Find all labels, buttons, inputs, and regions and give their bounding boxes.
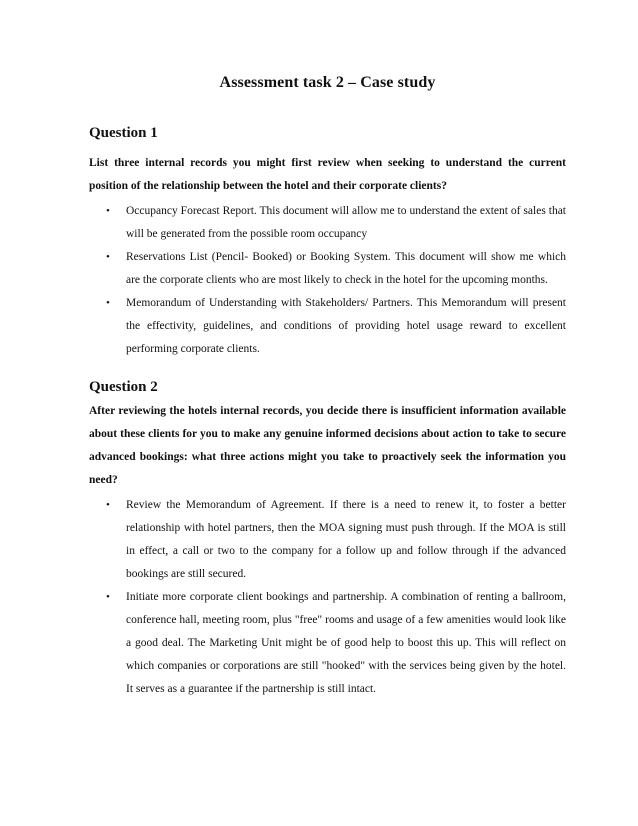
- answer-text: Review the Memorandum of Agreement. If there is a need to renew it, to foster a better relationship with hotel partners, then the MOA signing must push through. If the MOA is still in effect, a call or two to the company for a follow up and follow through if the advanced bookings are still secured.: [126, 499, 566, 580]
- list-item: [106, 246, 566, 292]
- question-2-heading: Question 2: [89, 379, 158, 395]
- list-item: [106, 200, 566, 246]
- bullet-icon: •: [106, 297, 110, 309]
- question-1-section: [89, 125, 566, 361]
- bullet-icon: •: [106, 499, 110, 511]
- question-1-heading: Question 1: [89, 125, 158, 141]
- answer-text: Occupancy Forecast Report. This document will allow me to understand the extent of sales that will be generated from the possible room occupancy: [126, 205, 566, 240]
- bullet-icon: •: [106, 251, 110, 263]
- list-item: [106, 292, 566, 361]
- answer-text: Reservations List (Pencil- Booked) or Booking System. This document will show me which are the corporate clients who are most likely to check in the hotel for the upcoming months.: [126, 251, 566, 286]
- list-item: [106, 586, 566, 701]
- answer-text: Initiate more corporate client bookings and partnership. A combination of renting a ballroom, conference hall, meeting room, plus "free" rooms and usage of a few amenities would look like a good deal. The Marketing Unit might be of good help to boost this up. This will reflect on which companies or corporations are still "hooked" with the services being given by the hotel. It serves as a guarantee if the partnership is still intact.: [126, 591, 566, 695]
- page-title: Assessment task 2 – Case study: [219, 74, 436, 91]
- answer-text: Memorandum of Understanding with Stakeholders/ Partners. This Memorandum will present the effectivity, guidelines, and conditions of providing hotel usage reward to excellent performing corporate clients.: [126, 297, 566, 355]
- question-1-answers: [89, 200, 566, 361]
- bullet-icon: •: [106, 591, 110, 603]
- question-2-prompt: After reviewing the hotels internal records, you decide there is insufficient information available about these clients for you to make any genuine informed decisions about action to take to secure advanced bookings: what three actions might you take to proactively seek the information you need?: [89, 405, 566, 486]
- bullet-icon: •: [106, 205, 110, 217]
- question-2-section: [89, 379, 566, 701]
- list-item: [106, 494, 566, 586]
- question-1-prompt: List three internal records you might first review when seeking to understand the current position of the relationship between the hotel and their corporate clients?: [89, 157, 566, 192]
- question-2-answers: [89, 494, 566, 701]
